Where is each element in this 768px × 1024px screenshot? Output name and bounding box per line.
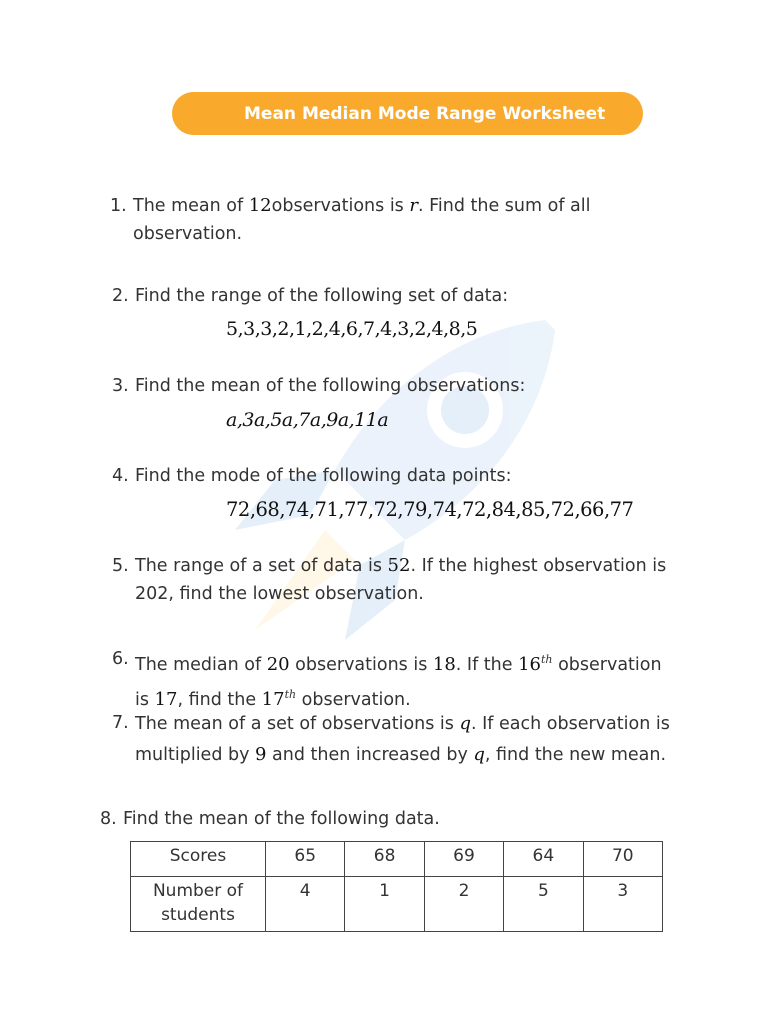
question-text: Find the range of the following set of data: bbox=[135, 286, 509, 306]
question-number: 8. bbox=[100, 809, 117, 829]
question-text: The range of a set of data is 52. If the highest observation is 202, find the lowest observation. bbox=[135, 555, 667, 604]
table-cell: 68 bbox=[345, 842, 424, 877]
table-row bbox=[131, 877, 663, 932]
question-text: Find the mode of the following data points: bbox=[135, 466, 512, 486]
question-text: Find the mean of the following data. bbox=[123, 809, 440, 829]
table-cell: 69 bbox=[424, 842, 503, 877]
table-cell: 2 bbox=[424, 877, 503, 932]
question-number: 4. bbox=[112, 466, 129, 486]
data-set: 5,3,3,2,1,2,4,6,7,4,3,2,4,8,5 bbox=[226, 318, 478, 340]
worksheet-title-banner bbox=[172, 92, 643, 135]
table-row bbox=[131, 842, 663, 877]
table-cell: 70 bbox=[583, 842, 662, 877]
question-text: The median of 20 observations is 18. If the 16th observation is 17, find the 17th observation. bbox=[135, 653, 662, 710]
question-number: 6. bbox=[112, 649, 129, 669]
table-cell: 64 bbox=[504, 842, 583, 877]
table-cell: 3 bbox=[583, 877, 662, 932]
data-set: a,3a,5a,7a,9a,11a bbox=[226, 409, 389, 431]
table-cell: Number of students bbox=[131, 877, 266, 932]
question-number: 5. bbox=[112, 556, 129, 576]
question-number: 3. bbox=[112, 376, 129, 396]
data-table bbox=[130, 841, 663, 932]
table-cell: Scores bbox=[131, 842, 266, 877]
table-cell: 65 bbox=[266, 842, 345, 877]
question-number: 2. bbox=[112, 286, 129, 306]
table-cell: 5 bbox=[504, 877, 583, 932]
question-text: Find the mean of the following observations: bbox=[135, 376, 526, 396]
question-text: The mean of a set of observations is q. If each observation is multiplied by 9 and then increased by q, find the new mean. bbox=[135, 713, 670, 765]
question-text: The mean of 12observations is r. Find the sum of all observation. bbox=[133, 195, 591, 244]
question-number: 7. bbox=[112, 713, 129, 733]
table-cell: 1 bbox=[345, 877, 424, 932]
data-set: 72,68,74,71,77,72,79,74,72,84,85,72,66,77 bbox=[226, 498, 634, 521]
question-number: 1. bbox=[110, 196, 127, 216]
page-title: Mean Median Mode Range Worksheet bbox=[244, 103, 606, 124]
table-cell: 4 bbox=[266, 877, 345, 932]
